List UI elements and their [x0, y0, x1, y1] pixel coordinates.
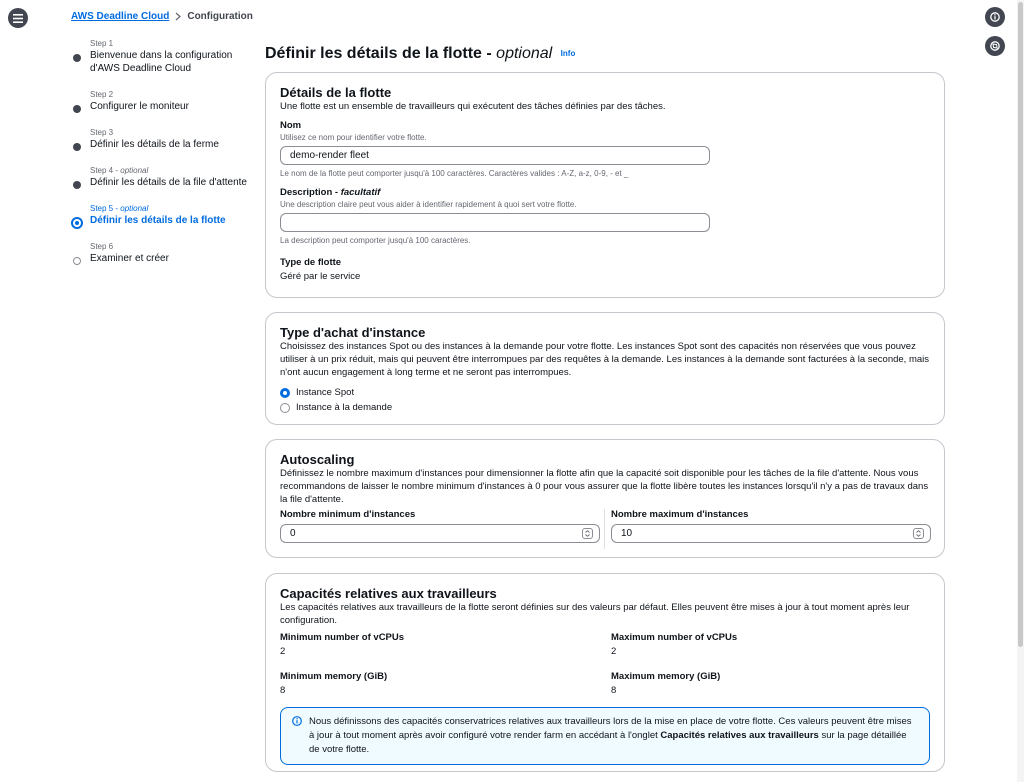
worker-capabilities-description: Les capacités relatives aux travailleurs de la flotte seront définies sur des valeurs par défaut. Elles peuvent être mises à jour à tout moment après leur configuration.: [280, 602, 910, 626]
info-panel-button[interactable]: [985, 7, 1005, 27]
step-label: Définir les détails de la ferme: [90, 139, 219, 150]
fleet-details-description: Une flotte est un ensemble de travailleurs qui exécutent des tâches définies par des tâches.: [280, 101, 666, 112]
max-memory-value: 8: [611, 685, 617, 696]
radio-label: Instance à la demande: [296, 402, 393, 413]
step-1[interactable]: [72, 38, 257, 89]
fleet-name-label: Nom: [280, 120, 302, 131]
fleet-type-value: Géré par le service: [280, 271, 361, 282]
step-label: Définir les détails de la flotte: [90, 215, 226, 226]
step-3[interactable]: [72, 127, 257, 165]
column-divider: [604, 509, 605, 549]
step-4[interactable]: [72, 165, 257, 203]
compass-icon: [990, 41, 1000, 51]
scrollbar-thumb[interactable]: [1018, 2, 1023, 647]
fleet-type-label: Type de flotte: [280, 257, 342, 268]
autoscaling-heading: Autoscaling: [280, 452, 355, 467]
autoscaling-card: [265, 439, 945, 558]
step-status-icon: [73, 181, 81, 189]
menu-button[interactable]: [8, 8, 28, 28]
worker-capabilities-heading: Capacités relatives aux travailleurs: [280, 586, 497, 601]
step-status-icon: [73, 257, 81, 265]
page-title: Définir les détails de la flotte - optional Info: [265, 45, 576, 62]
chevron-right-icon: [175, 12, 181, 21]
fleet-details-heading: Détails de la flotte: [280, 85, 392, 100]
step-6[interactable]: [72, 241, 257, 271]
breadcrumb-current: Configuration: [187, 11, 253, 22]
step-5[interactable]: [72, 203, 257, 241]
fleet-description-input[interactable]: [280, 213, 710, 232]
min-instances-label: Nombre minimum d'instances: [280, 509, 416, 520]
fleet-details-card: [265, 72, 945, 298]
step-number: Step 2: [90, 90, 114, 99]
max-vcpu-label: Maximum number of vCPUs: [611, 632, 738, 643]
step-label: Examiner et créer: [90, 253, 169, 264]
page-scrollbar[interactable]: [1017, 0, 1024, 782]
radio-unchecked-icon: [280, 403, 290, 413]
radio-instance-on-demand[interactable]: [280, 400, 930, 415]
breadcrumb-link-deadline-cloud[interactable]: AWS Deadline Cloud: [71, 11, 170, 22]
step-number: Step 6: [90, 242, 114, 251]
instance-purchase-heading: Type d'achat d'instance: [280, 325, 426, 340]
info-circle-icon: [292, 716, 302, 731]
max-instances-label: Nombre maximum d'instances: [611, 509, 749, 520]
step-label: Configurer le moniteur: [90, 101, 189, 112]
max-instances-input[interactable]: 10: [611, 524, 931, 543]
worker-capabilities-card: [265, 573, 945, 772]
fleet-description-constraint: La description peut comporter jusqu'à 100 caractères.: [280, 236, 471, 245]
min-vcpu-label: Minimum number of vCPUs: [280, 632, 405, 643]
step-number: Step 4 - optional: [90, 166, 149, 175]
step-label: Bienvenue dans la configuration d'AWS Deadline Cloud: [90, 50, 233, 74]
stepper-icon[interactable]: [913, 528, 924, 539]
step-status-icon: [73, 105, 81, 113]
step-label: Définir les détails de la file d'attente: [90, 177, 247, 188]
breadcrumb: [71, 11, 253, 22]
step-status-icon: [73, 143, 81, 151]
step-2[interactable]: [72, 89, 257, 127]
info-alert-text-end: sur la page détaillée de votre flotte.: [309, 730, 907, 755]
min-memory-label: Minimum memory (GiB): [280, 671, 388, 682]
info-alert-text: Nous définissons des capacités conservatrices relatives aux travailleurs lors de la mise en place de votre flotte. Ces valeurs peuvent être mises à jour à tout moment après avoir configuré votre render farm en accédant à l'onglet: [309, 716, 912, 741]
fleet-description-label: Description - facultatif: [280, 187, 381, 198]
radio-instance-spot[interactable]: [280, 385, 930, 400]
info-link[interactable]: Info: [560, 49, 576, 59]
min-instances-input[interactable]: 0: [280, 524, 600, 543]
hamburger-icon: [13, 14, 23, 23]
fleet-name-input[interactable]: demo-render fleet: [280, 146, 710, 165]
radio-checked-icon: [280, 388, 290, 398]
instance-purchase-description: Choisissez des instances Spot ou des instances à la demande pour votre flotte. Les instances Spot sont des capacités non réservées que vous pouvez utiliser à un prix réduit, mais qui peuvent être interrompues par des requêtes à la demande. Les instances à la demande sont facturées à la seconde, mais n'ont aucun engagement à long terme et ne seront pas interrompues.: [280, 341, 930, 378]
autoscaling-description: Définissez le nombre maximum d'instances pour dimensionner la flotte afin que la capacité soit disponible pour les tâches de la file d'attente. Nous vous recommandons de laisser le nombre minimum d'instances à 0 pour vous assurer que la flotte libère toutes les instances lorsqu'il n'y a pas de travaux dans la file d'attente.: [280, 468, 929, 505]
min-vcpu-value: 2: [280, 646, 286, 657]
radio-label: Instance Spot: [296, 387, 355, 398]
step-number: Step 5 - optional: [90, 204, 149, 213]
step-number: Step 1: [90, 39, 114, 48]
info-alert-tab-name: Capacités relatives aux travailleurs: [660, 730, 819, 741]
info-icon: [990, 12, 1000, 22]
tutorial-panel-button[interactable]: [985, 36, 1005, 56]
instance-purchase-card: [265, 312, 945, 425]
stepper-icon[interactable]: [582, 528, 593, 539]
max-memory-label: Maximum memory (GiB): [611, 671, 721, 682]
step-status-icon: [73, 54, 81, 62]
fleet-name-constraint: Le nom de la flotte peut comporter jusqu'à 100 caractères. Caractères valides : A-Z, a-z, 0-9, - et _: [280, 169, 629, 178]
fleet-name-hint: Utilisez ce nom pour identifier votre flotte.: [280, 133, 427, 142]
step-current-icon: [71, 217, 83, 229]
capabilities-info-alert: [280, 707, 930, 765]
step-number: Step 3: [90, 128, 114, 137]
min-memory-value: 8: [280, 685, 286, 696]
wizard-steps: [72, 38, 257, 271]
fleet-description-hint: Une description claire peut vous aider à identifier rapidement à quoi sert votre flotte.: [280, 200, 577, 209]
max-vcpu-value: 2: [611, 646, 617, 657]
